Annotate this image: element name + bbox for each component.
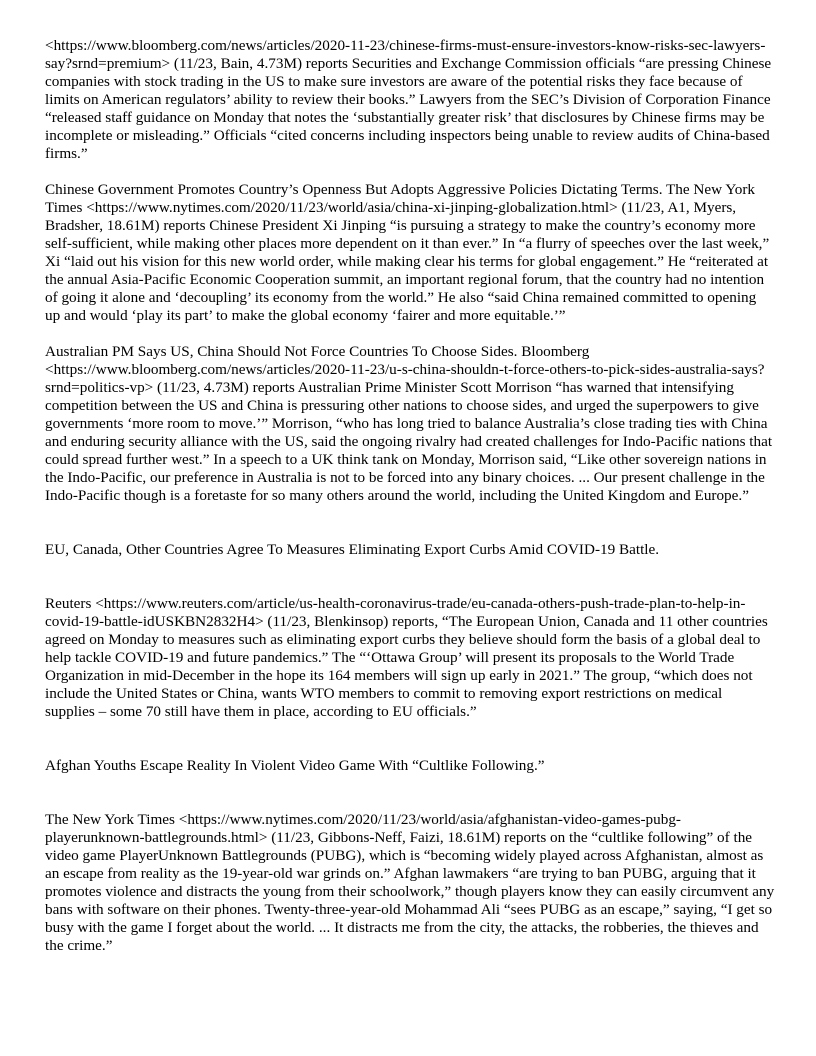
document-page xyxy=(45,37,775,955)
paragraph-sec-chinese-firms: <https://www.bloomberg.com/news/articles/2020-11-23/chinese-firms-must-ensure-investors-know-risks-sec-lawyers-say?srnd=premium> (11/23, Bain, 4.73M) reports Securities and Exchange Commission officials “are pressing Chinese companies with stock trading in the US to make sure investors are aware of the potential risks they face because of limits on American regulators’ ability to review their books.” Lawyers from the SEC’s Division of Corporation Finance “released staff guidance on Monday that notes the ‘substantially greater risk’ that disclosures by Chinese firms may be incomplete or misleading.” Officials “cited concerns including inspectors being unable to review audits of China-based firms.” xyxy=(45,37,772,162)
headline-afghan-youths-video-game: Afghan Youths Escape Reality In Violent Video Game With “Cultlike Following.” xyxy=(45,757,545,774)
paragraph-nyt-pubg-afghanistan: The New York Times <https://www.nytimes.com/2020/11/23/world/asia/afghanistan-video-games-pubg-playerunknown-battlegrounds.html> (11/23, Gibbons-Neff, Faizi, 18.61M) reports on the “cultlike following” of the video game PlayerUnknown Battlegrounds (PUBG), which is “becoming widely played across Afghanistan, almost as an escape from reality as the 19-year-old war grinds on.” Afghan lawmakers “are trying to ban PUBG, arguing that it promotes violence and distracts the young from their schoolwork,” though players know they can easily circumvent any bans with software on their phones. Twenty-three-year-old Mohammad Ali “sees PUBG as an escape,” saying, “I get so busy with the game I forget about the world. ... It distracts me from the city, the attacks, the robberies, the thieves and the crime.” xyxy=(45,811,775,954)
paragraph-china-openness: Chinese Government Promotes Country’s Openness But Adopts Aggressive Policies Dictating Terms. The New York Times <https://www.nytimes.com/2020/11/23/world/asia/china-xi-jinping-globalization.html> (11/23, A1, Myers, Bradsher, 18.61M) reports Chinese President Xi Jinping “is pursuing a strategy to make the country’s economy more self-sufficient, while making other places more dependent on it than ever.” In “a flurry of speeches over the last week,” Xi “laid out his vision for this new world order, while making clear his terms for global engagement.” He “reiterated at the annual Asia-Pacific Economic Cooperation summit, an important regional forum, that the country had no intention of going it alone and ‘decoupling’ its economy from the world.” He also “said China remained committed to opening up and would ‘play its part’ to make the global economy ‘fairer and more equitable.’” xyxy=(45,181,770,324)
headline-eu-canada-export-curbs: EU, Canada, Other Countries Agree To Measures Eliminating Export Curbs Amid COVID-19 Battle. xyxy=(45,541,660,558)
paragraph-reuters-ottawa-group: Reuters <https://www.reuters.com/article/us-health-coronavirus-trade/eu-canada-others-push-trade-plan-to-help-in-covid-19-battle-idUSKBN2832H4> (11/23, Blenkinsop) reports, “The European Union, Canada and 11 other countries agreed on Monday to measures such as eliminating export curbs they believe should form the basis of a global deal to help tackle COVID-19 and future pandemics.” The “‘Ottawa Group’ will present its proposals to the World Trade Organization in mid-December in the hope its 164 members will sign up early in 2021.” The group, “which does not include the United States or China, wants WTO members to commit to removing export restrictions on medical supplies – some 70 still have them in place, according to EU officials.” xyxy=(45,595,768,720)
paragraph-australian-pm: Australian PM Says US, China Should Not Force Countries To Choose Sides. Bloomberg <https://www.bloomberg.com/news/articles/2020-11-23/u-s-china-shouldn-t-force-others-to-pick-sides-australia-says?srnd=politics-vp> (11/23, 4.73M) reports Australian Prime Minister Scott Morrison “has warned that intensifying competition between the US and China is pressuring other nations to choose sides, and urged the superpowers to give governments ‘more room to move.’” Morrison, “who has long tried to balance Australia’s close trading ties with China and enduring security alliance with the US, said the ongoing rivalry had created challenges for Indo-Pacific nations that could spread further west.” In a speech to a UK think tank on Monday, Morrison said, “Like other sovereign nations in the Indo-Pacific, our preference in Australia is not to be forced into any binary choices. ... Our present challenge in the Indo-Pacific though is a foretaste for so many others around the world, including the United Kingdom and Europe.” xyxy=(45,343,773,504)
